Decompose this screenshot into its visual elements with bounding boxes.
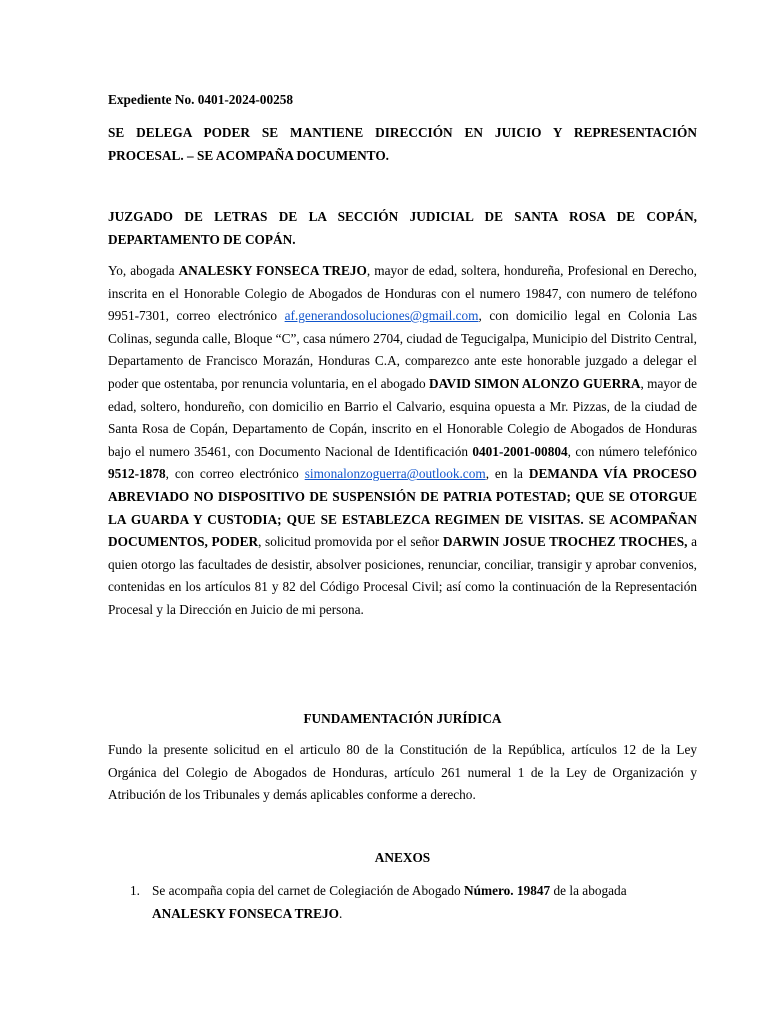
text-run: , con correo electrónico xyxy=(165,466,305,482)
annex-lawyer-name: ANALESKY FONSECA TREJO xyxy=(152,906,339,921)
court-heading: JUZGADO DE LETRAS DE LA SECCIÓN JUDICIAL DE SANTA ROSA DE COPÁN, DEPARTAMENTO DE COPÁN. xyxy=(108,209,697,247)
main-paragraph xyxy=(108,260,697,622)
petitioner-name: DARWIN JOSUE TROCHEZ TROCHES, xyxy=(442,534,688,550)
list-number: 1. xyxy=(130,883,140,898)
text-run: , solicitud promovida por el señor xyxy=(258,534,443,550)
text-run: , con número telefónico xyxy=(567,443,697,459)
text-run: , mayor de edad, soltero, hondureño, con domicilio en Barrio el Calvario, esquina opuesta a Mr. Pizzas, de la ciudad de Santa Rosa de Copán, Departamento de Copán, inscrito en el Honorable Colegio de Abogados de Honduras bajo el numero 35461, con Documento Nacional de Identificación xyxy=(108,375,697,459)
text-run: a quien otorgo las facultades de desistir, absolver posiciones, renunciar, conciliar, transigir y aprobar convenios, contenidas en los artículos 81 y 82 del Código Procesal Civil; así como la continuación de la Representación Procesal y la Dirección en Juicio de mi persona. xyxy=(108,534,697,617)
demand-title: DEMANDA VÍA PROCESO ABREVIADO NO DISPOSITIVO DE SUSPENSIÓN DE PATRIA POTESTAD; QUE SE OTORGUE LA GUARDA Y CUSTODIA; QUE SE ESTABLEZCA REGIMEN DE VISITAS. SE ACOMPAÑAN DOCUMENTOS, PODER xyxy=(108,466,697,550)
list-item xyxy=(130,879,697,925)
dni-number: 0401-2001-00804 xyxy=(472,443,568,459)
annex-list xyxy=(130,879,697,925)
text-run: , con domicilio legal en Colonia Las Colinas, segunda calle, Bloque “C”, casa número 2704, ciudad de Tegucigalpa, Municipio del Distrito Central, Departamento de Francisco Morazán, Honduras C.A, comparezco ante este honorable juzgado a delegar el poder que ostentaba, por renuncia voluntaria, en el abogado xyxy=(108,308,697,391)
fundamentacion-paragraph: Fundo la presente solicitud en el articulo 80 de la Constitución de la República, artículos 12 de la Ley Orgánica del Colegio de Abogados de Honduras, artículo 261 numeral 1 de la Ley de Organización y Atribución de los Tribunales y demás aplicables conforme a derecho. xyxy=(108,742,697,803)
fundamentacion-title: FUNDAMENTACIÓN JURÍDICA xyxy=(303,711,502,726)
carnet-number: Número. 19847 xyxy=(464,883,551,898)
text-run: Yo, abogada xyxy=(108,263,179,278)
email-link-1[interactable]: af.generandosoluciones@gmail.com xyxy=(284,308,479,324)
anexos-title: ANEXOS xyxy=(374,850,431,865)
document-subject: SE DELEGA PODER SE MANTIENE DIRECCIÓN EN JUICIO Y REPRESENTACIÓN PROCESAL. – SE ACOMPAÑA DOCUMENTO. xyxy=(108,125,697,163)
email-link-2[interactable]: simonalonzoguerra@outlook.com xyxy=(304,466,486,482)
annex-text xyxy=(152,879,697,925)
text-run: . xyxy=(338,906,343,921)
delegate-name: DAVID SIMON ALONZO GUERRA xyxy=(428,375,641,391)
text-run: Se acompaña copia del carnet de Colegiación de Abogado xyxy=(152,883,464,898)
text-run: , en la xyxy=(485,466,529,482)
text-run: de la abogada xyxy=(550,883,627,898)
lawyer-name: ANALESKY FONSECA TREJO xyxy=(178,263,367,278)
text-run: , mayor de edad, soltera, hondureña, Profesional en Derecho, inscrita en el Honorable Colegio de Abogados de Honduras con el numero 19847, con numero de teléfono 9951-7301, correo electrónico xyxy=(108,263,697,324)
phone-number: 9512-1878 xyxy=(108,466,166,482)
expediente-number: Expediente No. 0401-2024-00258 xyxy=(108,92,294,107)
